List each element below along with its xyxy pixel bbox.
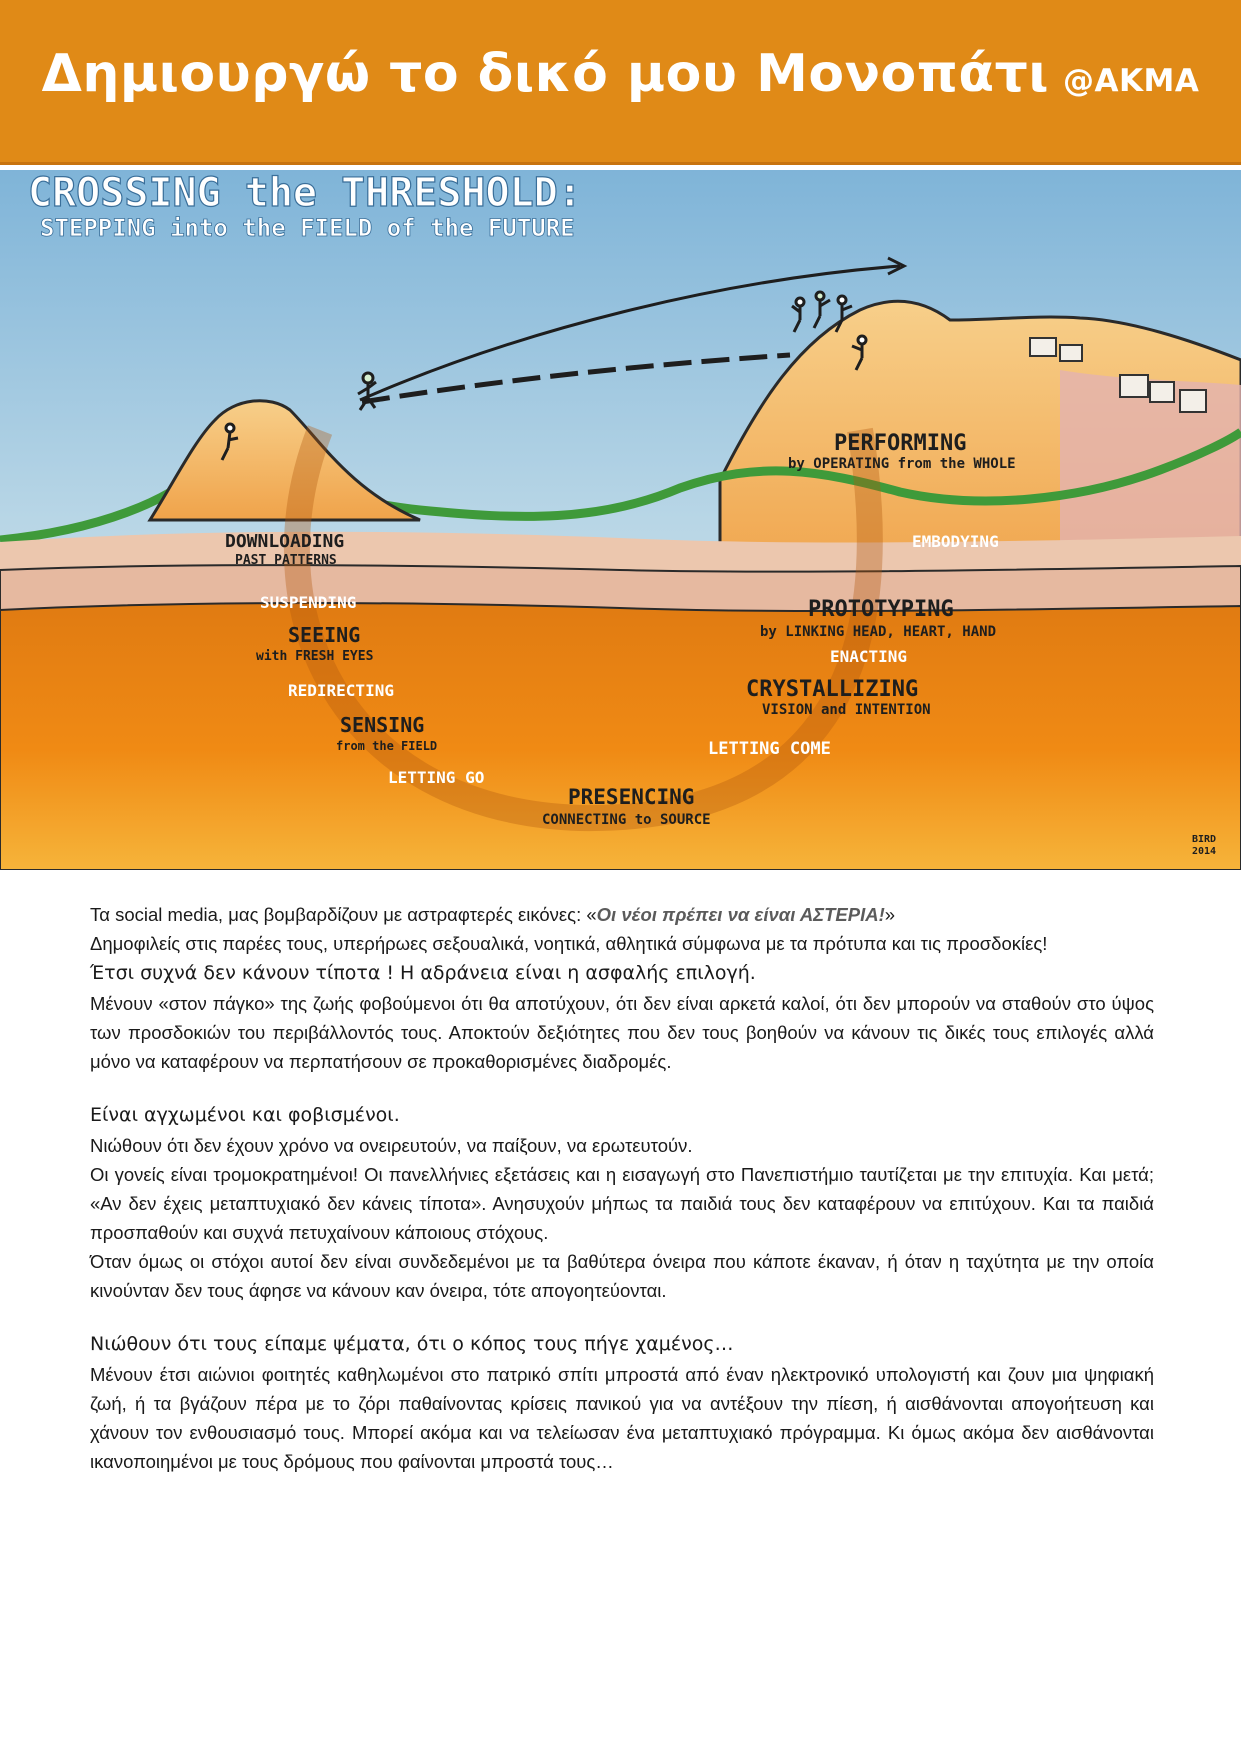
intro-quote-close: » (884, 904, 896, 925)
intro-line-2: Δημοφιλείς στις παρέες τους, υπερήρωες σεξουαλικά, νοητικά, αθλητικά σύμφωνα με τα πρότυπα και τις προσδοκίες! (90, 933, 1048, 954)
paragraph-bench: Μένουν «στον πάγκο» της ζωής φοβούμενοι ότι θα αποτύχουν, ότι δεν είναι αρκετά καλοί, ότι δεν μπορούν να σταθούν στο ύψος των προσδοκιών του περιβάλλοντός τους. Αποκτούν δεξιότητες που δεν τους βοηθούν να κάνουν τις δικές τους επιλογές αλλά μόνο να καταφέρουν να περπατήσουν σε προκαθορισμένες διαδρομές. (90, 993, 1154, 1072)
label-presencing-sub: CONNECTING to SOURCE (542, 812, 711, 828)
spacer (90, 1305, 1154, 1329)
illustration-subtitle: STEPPING into the FIELD of the FUTURE (40, 214, 575, 242)
label-redirecting: REDIRECTING (288, 681, 394, 700)
label-downloading: DOWNLOADING (225, 531, 345, 552)
label-sensing: SENSING (340, 713, 425, 737)
intro-text: Τα social media, μας βομβαρδίζουν με αστραφτερές εικόνες: « (90, 904, 597, 925)
illustration-canvas (0, 170, 1241, 870)
label-suspending: SUSPENDING (260, 593, 357, 612)
paragraph-no-time: Νιώθουν ότι δεν έχουν χρόνο να ονειρευτούν, να παίξουν, να ερωτευτούν. (90, 1135, 693, 1156)
label-crystallizing: CRYSTALLIZING (746, 677, 919, 702)
label-downloading-sub: PAST PATTERNS (235, 553, 337, 568)
paragraph-goals: Όταν όμως οι στόχοι αυτοί δεν είναι συνδεδεμένοι με τα βαθύτερα όνειρα που κάποτε έκαναν, ή όταν η ταχύτητα με την οποία κινούνταν δεν τους άφησε να κάνουν καν όνειρα, τότε απογοητεύονται. (90, 1251, 1154, 1301)
artist-year: 2014 (1192, 846, 1217, 857)
label-prototyping: PROTOTYPING (808, 597, 954, 622)
label-performing-sub: by OPERATING from the WHOLE (788, 456, 1016, 472)
spacer (90, 1076, 1154, 1100)
label-seeing-sub: with FRESH EYES (256, 649, 374, 664)
intro-line-1 (90, 900, 1154, 929)
article-body (90, 900, 1154, 1476)
theory-u-illustration (0, 170, 1241, 870)
paragraph-students: Μένουν έτσι αιώνιοι φοιτητές καθηλωμένοι στο πατρικό σπίτι μπροστά από έναν ηλεκτρονικό υπολογιστή και ζουν μια ψηφιακή ζωή, ή τα βγάζουν πέρα με το ζόρι παθαίνοντας κρίσεις πανικού για να αντέξουν την πίεση, ή αισθάνονται απογοήτευση και χάνουν τον ενθουσιασμό τους. Μπορεί ακόμα και να τελείωσαν ένα μεταπτυχιακό πρόγραμμα. Κι όμως ακόμα δεν αισθάνονται ικανοποιημένοι με τους δρόμους που φαίνονται μπροστά τους… (90, 1364, 1154, 1472)
title-banner (0, 0, 1241, 165)
illustration-title: CROSSING the THRESHOLD: (28, 170, 582, 216)
artist-signature: BIRD (1192, 834, 1217, 845)
label-performing: PERFORMING (834, 431, 967, 456)
label-letting-go: LETTING GO (388, 768, 485, 787)
page-title (0, 44, 1241, 104)
author-tag: @AKMA (1063, 63, 1200, 99)
heading-lied: Νιώθουν ότι τους είπαμε ψέματα, ότι ο κόπος τους πήγε χαμένος… (90, 1333, 734, 1355)
label-crystallizing-sub: VISION and INTENTION (762, 702, 931, 718)
label-enacting: ENACTING (830, 647, 908, 666)
heading-inertia: Έτσι συχνά δεν κάνουν τίποτα ! Η αδράνεια είναι η ασφαλής επιλογή. (90, 962, 756, 984)
label-seeing: SEEING (288, 623, 361, 647)
label-letting-come: LETTING COME (708, 739, 831, 759)
heading-anxious: Είναι αγχωμένοι και φοβισμένοι. (90, 1104, 400, 1126)
paragraph-parents: Οι γονείς είναι τρομοκρατημένοι! Οι πανελλήνιες εξετάσεις και η εισαγωγή στο Πανεπιστήμιο ταυτίζεται με την επιτυχία. Και μετά; «Αν δεν έχεις μεταπτυχιακό δεν κάνεις τίποτα». Ανησυχούν μήπως τα παιδιά τους δεν καταφέρουν να επιτύχουν. Και τα παιδιά προσπαθούν και συχνά πετυχαίνουν κάποιους στόχους. (90, 1164, 1154, 1243)
intro-quote: Οι νέοι πρέπει να είναι ΑΣΤΕΡΙΑ! (596, 904, 885, 925)
label-presencing: PRESENCING (568, 785, 695, 809)
label-embodying: EMBODYING (912, 532, 999, 551)
label-prototyping-sub: by LINKING HEAD, HEART, HAND (760, 624, 997, 640)
page-title-text: Δημιουργώ το δικό μου Μονοπάτι (41, 44, 1050, 104)
label-sensing-sub: from the FIELD (336, 739, 438, 753)
